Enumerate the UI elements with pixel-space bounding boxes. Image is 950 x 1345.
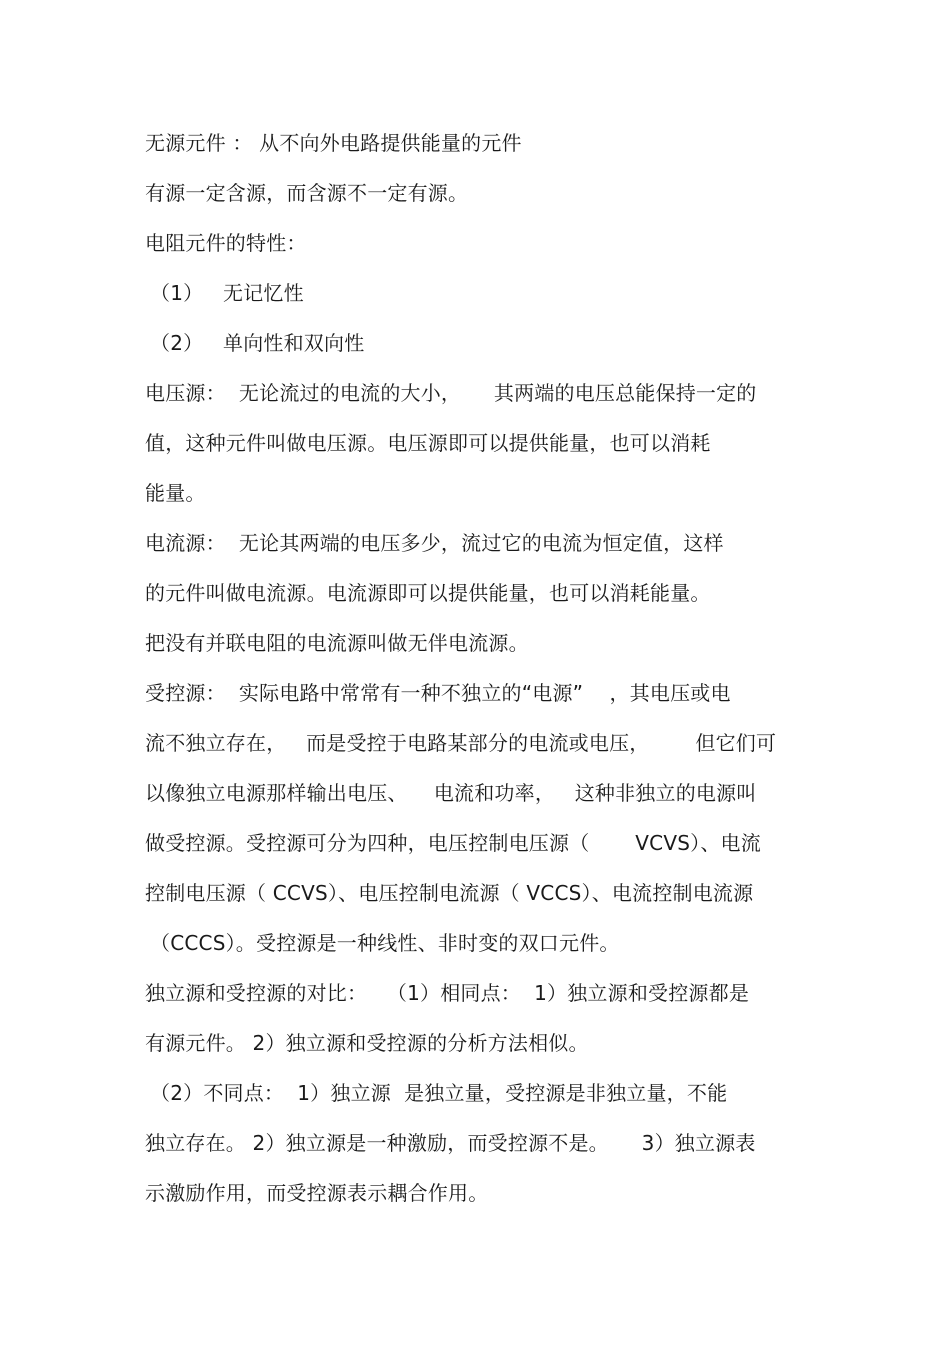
controlled-source-line-6: （CCCS）。受控源是一种线性、非时变的双口元件。 bbox=[150, 931, 620, 955]
controlled-source-line-1: 受控源： 实际电路中常常有一种不独立的“电源” ，其电压或电 bbox=[145, 681, 731, 705]
comparison-line-4: 独立存在。 2）独立源是一种激励，而受控源不是。 3）独立源表 bbox=[145, 1131, 756, 1155]
voltage-source-line-1: 电压源： 无论流过的电流的大小， 其两端的电压总能保持一定的 bbox=[145, 381, 757, 405]
current-source-line-2: 的元件叫做电流源。电流源即可以提供能量，也可以消耗能量。 bbox=[145, 581, 711, 605]
active-vs-source-note: 有源一定含源，而含源不一定有源。 bbox=[145, 181, 469, 205]
comparison-line-5: 示激励作用，而受控源表示耦合作用。 bbox=[145, 1181, 489, 1205]
comparison-line-1: 独立源和受控源的对比： （1）相同点： 1）独立源和受控源都是 bbox=[145, 981, 750, 1005]
comparison-line-2: 有源元件。 2）独立源和受控源的分析方法相似。 bbox=[145, 1031, 589, 1055]
controlled-source-line-4: 做受控源。受控源可分为四种，电压控制电压源（ VCVS）、电流 bbox=[145, 831, 761, 855]
resistor-property-1: （1） 无记忆性 bbox=[150, 281, 304, 305]
comparison-line-3: （2）不同点： 1）独立源 是独立量，受控源是非独立量，不能 bbox=[150, 1081, 728, 1105]
controlled-source-line-5: 控制电压源（ CCVS）、电压控制电流源（ VCCS）、电流控制电流源 bbox=[145, 881, 754, 905]
resistor-properties-heading: 电阻元件的特性： bbox=[145, 231, 307, 255]
passive-element-definition: 无源元件 ： 从不向外电路提供能量的元件 bbox=[145, 131, 522, 155]
controlled-source-line-3: 以像独立电源那样输出电压、 电流和功率， 这种非独立的电源叫 bbox=[145, 781, 757, 805]
controlled-source-line-2: 流不独立存在， 而是受控于电路某部分的电流或电压， 但它们可 bbox=[145, 731, 777, 755]
current-source-line-1: 电流源： 无论其两端的电压多少，流过它的电流为恒定值，这样 bbox=[145, 531, 724, 555]
resistor-property-2: （2） 单向性和双向性 bbox=[150, 331, 365, 355]
ideal-current-source-note: 把没有并联电阻的电流源叫做无伴电流源。 bbox=[145, 631, 529, 655]
voltage-source-line-2: 值，这种元件叫做电压源。电压源即可以提供能量，也可以消耗 bbox=[145, 431, 711, 455]
voltage-source-line-3: 能量。 bbox=[145, 481, 206, 505]
